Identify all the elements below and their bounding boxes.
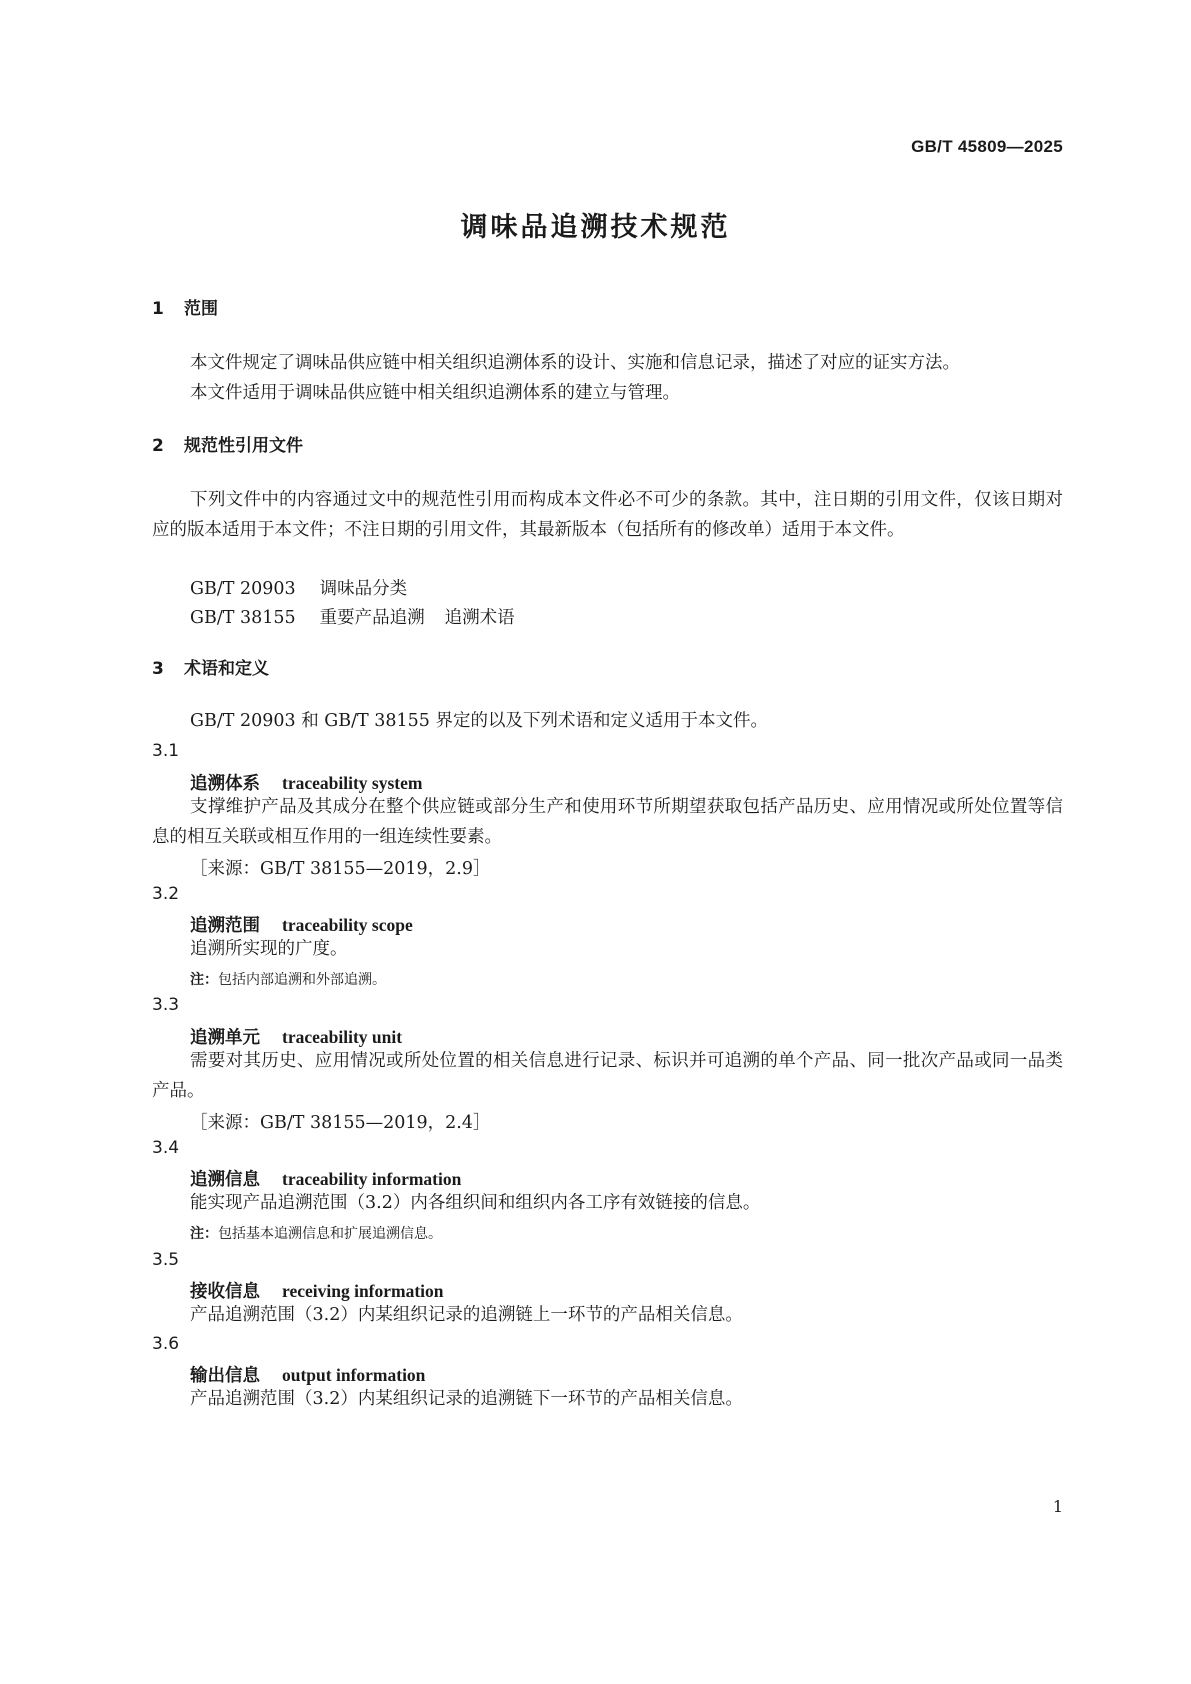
paragraph: 本文件适用于调味品供应链中相关组织追溯体系的建立与管理。 [190,383,680,403]
document-title: 调味品追溯技术规范 [460,212,731,243]
term-source: ［来源：GB/T 38155—2019，2.9］ [190,859,491,879]
term-note [190,969,386,989]
reference-title: 调味品分类 [319,579,408,599]
paragraph: GB/T 20903 和 GB/T 38155 界定的以及下列术语和定义适用于本文件。 [190,711,768,731]
term-definition: 能实现产品追溯范围（3.2）内各组织间和组织内各工序有效链接的信息。 [190,1193,761,1213]
term-zh: 追溯体系 [190,774,260,794]
term-definition: 产品追溯范围（3.2）内某组织记录的追溯链上一环节的产品相关信息。 [190,1305,743,1325]
reference-subtitle: 追溯术语 [444,608,515,628]
term-en: traceability information [282,1169,462,1189]
section-number: 2 [152,436,164,456]
term-en: output information [282,1365,426,1385]
term-zh: 输出信息 [190,1366,260,1386]
note-label: 注： [190,1226,218,1242]
section-heading [152,431,303,456]
term-zh: 追溯范围 [190,916,260,936]
page-number: 1 [1052,1497,1063,1516]
reference-code: GB/T 20903 [190,579,296,599]
term-note [190,1223,442,1243]
paragraph: 本文件规定了调味品供应链中相关组织追溯体系的设计、实施和信息记录，描述了对应的证实方法。 [190,353,960,373]
term-zh: 追溯信息 [190,1170,260,1190]
section-heading [152,654,269,679]
term-definition: 产品追溯范围（3.2）内某组织记录的追溯链下一环节的产品相关信息。 [190,1389,743,1409]
term-definition: 需要对其历史、应用情况或所处位置的相关信息进行记录、标识并可追溯的单个产品、同一批次产品或同一品类产品。 [152,1051,1063,1101]
paragraph: 下列文件中的内容通过文中的规范性引用而构成本文件必不可少的条款。其中，注日期的引用文件，仅该日期对应的版本适用于本文件；不注日期的引用文件，其最新版本（包括所有的修改单）适用于本文件。 [152,490,1063,540]
term-zh: 接收信息 [190,1282,260,1302]
term-en: receiving information [282,1281,444,1301]
reference-entry [190,575,407,600]
section-heading [152,294,218,319]
standard-code: GB/T 45809—2025 [911,137,1063,156]
term-definition: 追溯所实现的广度。 [190,939,348,959]
section-number: 1 [152,299,164,319]
section-title: 规范性引用文件 [184,436,303,456]
reference-entry [190,604,515,629]
note-label: 注： [190,972,218,988]
term-zh: 追溯单元 [190,1028,260,1048]
term-number: 3.6 [152,1334,180,1354]
reference-title: 重要产品追溯 [319,608,425,628]
term-number: 3.1 [152,741,180,761]
term-definition: 支撑维护产品及其成分在整个供应链或部分生产和使用环节所期望获取包括产品历史、应用情况或所处位置等信息的相互关联或相互作用的一组连续性要素。 [152,797,1063,847]
term-number: 3.4 [152,1138,180,1158]
section-number: 3 [152,659,164,679]
term-en: traceability system [282,773,423,793]
term-number: 3.2 [152,884,180,904]
term-number: 3.5 [152,1250,180,1270]
note-text: 包括内部追溯和外部追溯。 [218,972,386,988]
term-number: 3.3 [152,995,180,1015]
term-en: traceability scope [282,915,413,935]
reference-code: GB/T 38155 [190,608,296,628]
note-text: 包括基本追溯信息和扩展追溯信息。 [218,1226,442,1242]
section-title: 范围 [184,299,218,319]
term-source: ［来源：GB/T 38155—2019，2.4］ [190,1113,491,1133]
section-title: 术语和定义 [184,659,269,679]
term-en: traceability unit [282,1027,403,1047]
